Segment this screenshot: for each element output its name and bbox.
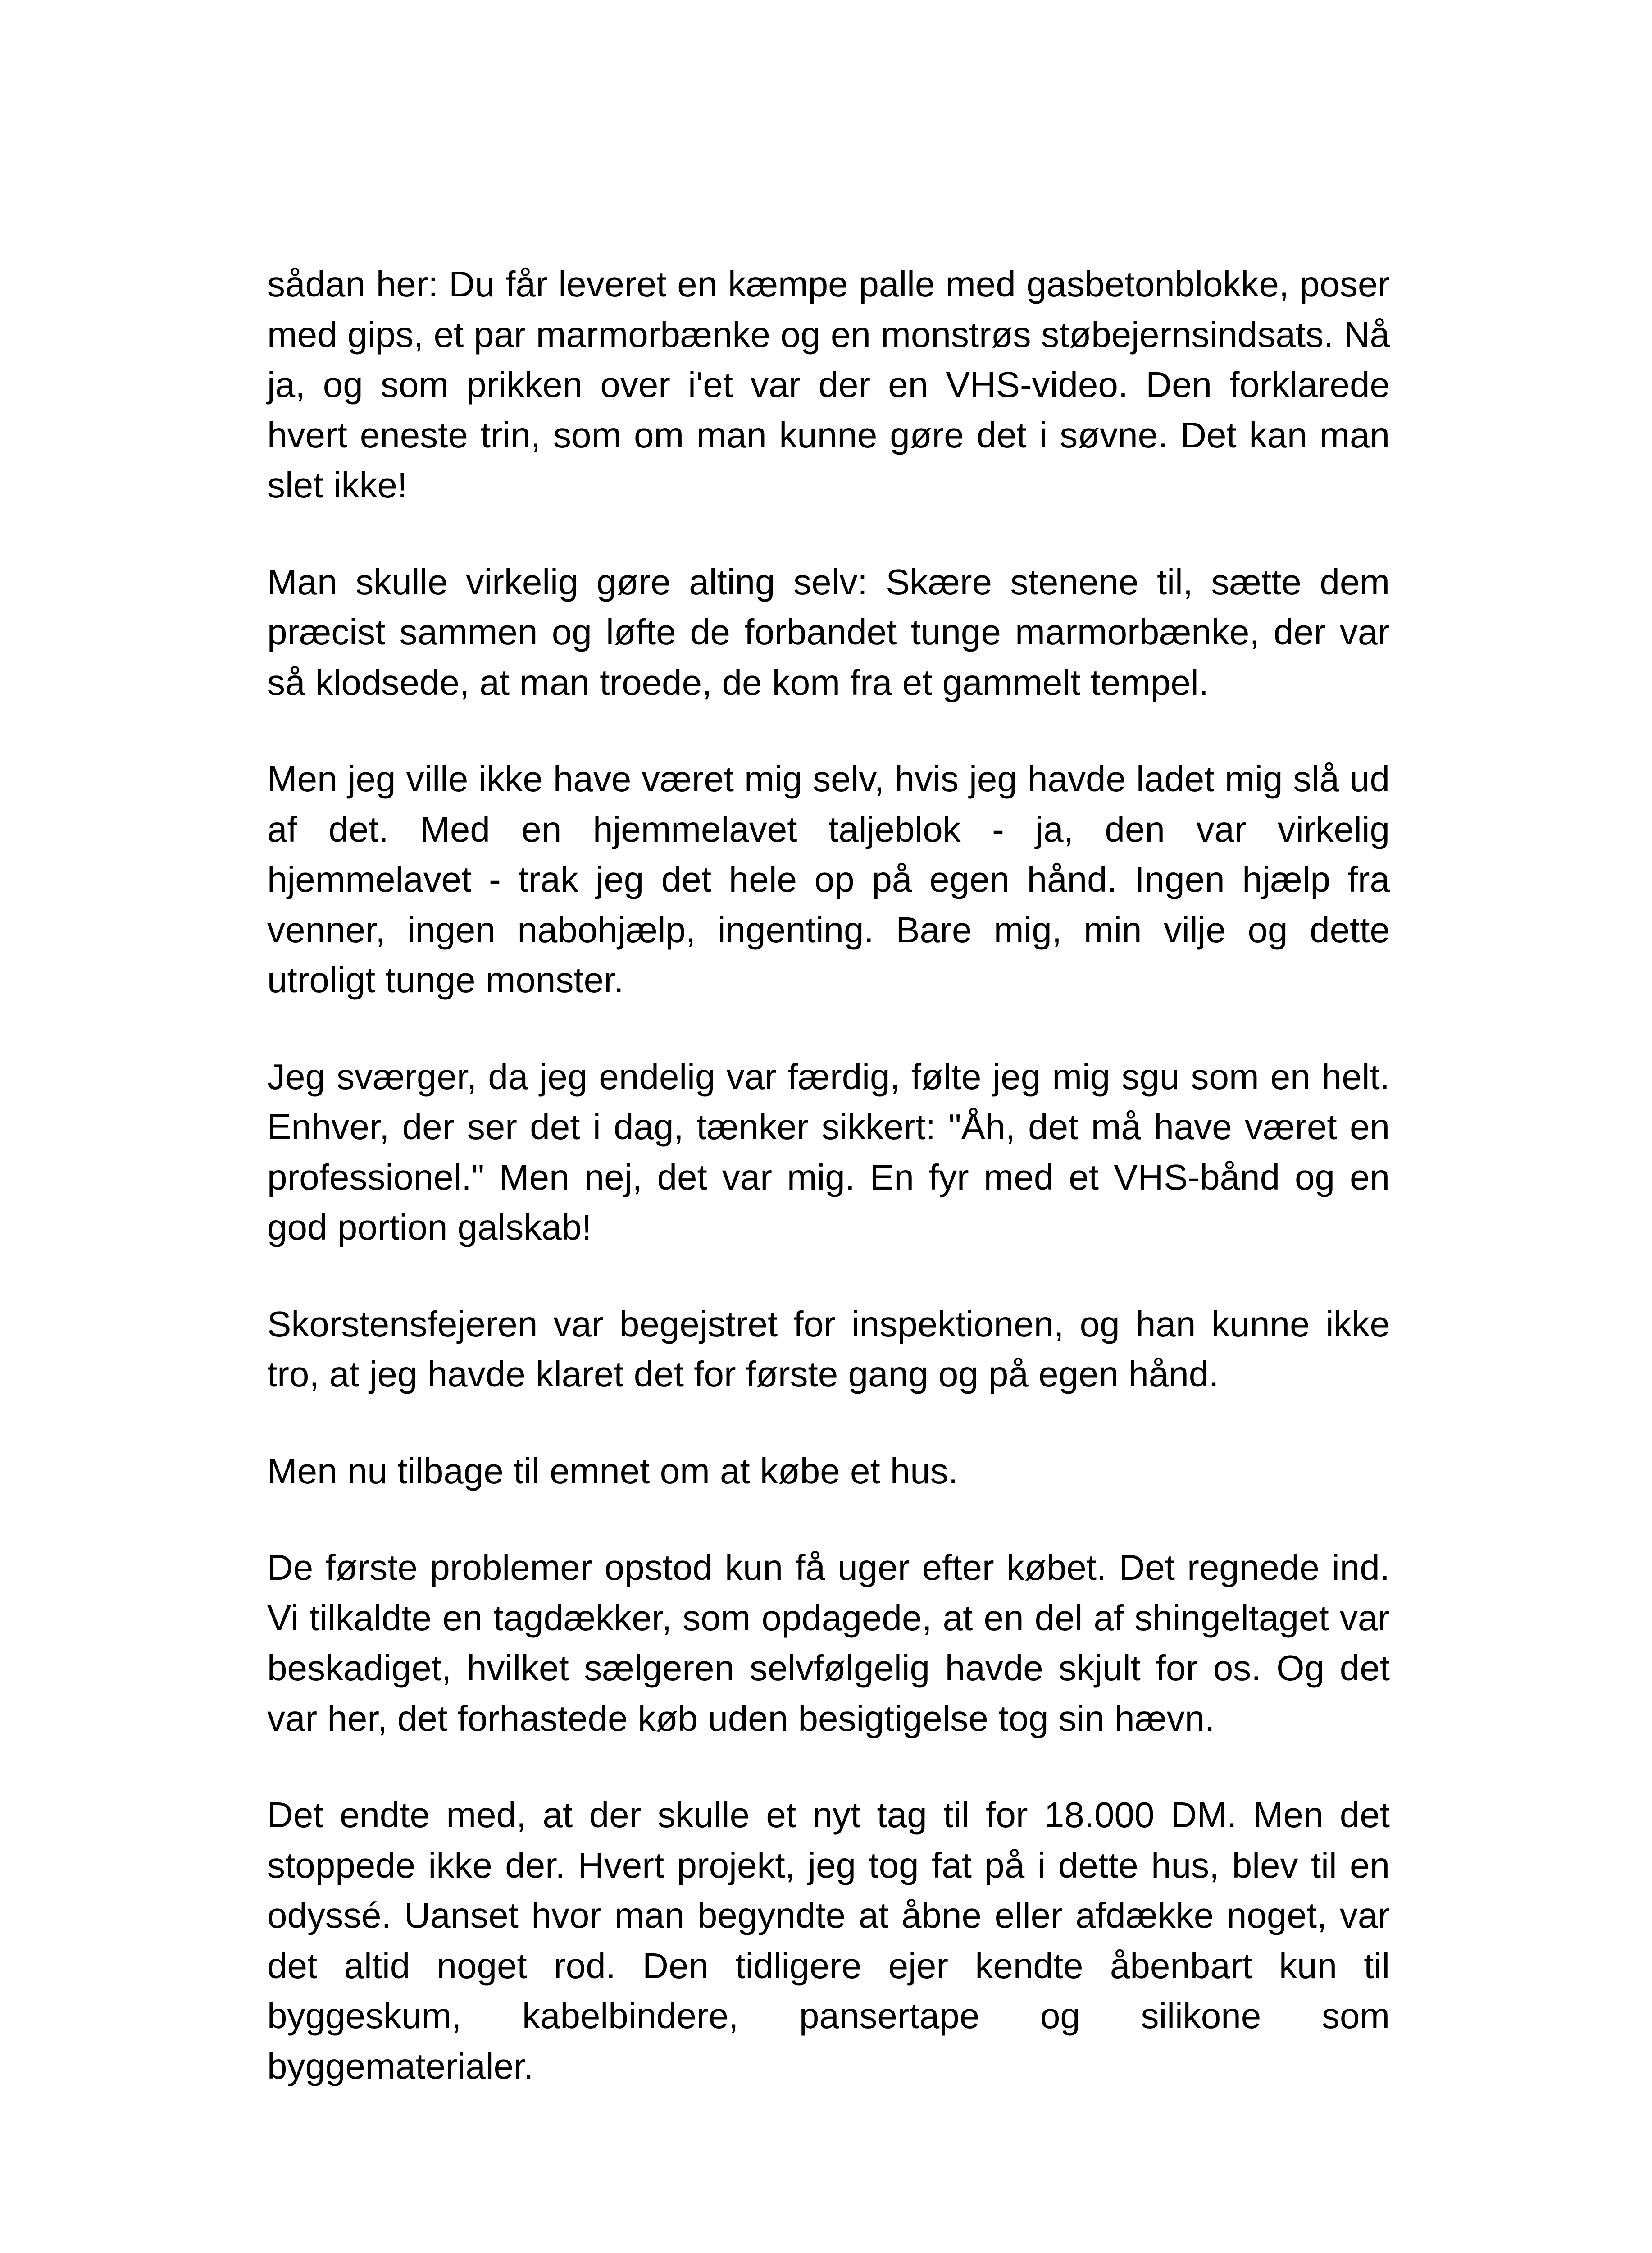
paragraph-7: De første problemer opstod kun få uger efter købet. Det regnede ind. Vi tilkaldte en tagdækker, som opdagede, at en del af shingeltaget var beskadiget, hvilket sælgeren selvfølgelig havde skjult for os. Og det var her, det forhastede køb uden besigtigelse tog sin hævn. [267, 1547, 1390, 1738]
paragraph-1: sådan her: Du får leveret en kæmpe palle med gasbetonblokke, poser med gips, et par marmorbænke og en monstrøs støbejernsindsats. Nå ja, og som prikken over i'et var der en VHS-video. Den forklarede hvert eneste trin, som om man kunne gøre det i søvne. Det kan man slet ikke! [267, 264, 1390, 505]
paragraph-2: Man skulle virkelig gøre alting selv: Skære stenene til, sætte dem præcist sammen og løfte de forbandet tunge marmorbænke, der var så klodsede, at man troede, de kom fra et gammelt tempel. [267, 561, 1390, 702]
paragraph-3: Men jeg ville ikke have været mig selv, hvis jeg havde ladet mig slå ud af det. Med en hjemmelavet taljeblok - ja, den var virkelig hjemmelavet - trak jeg det hele op på egen hånd. Ingen hjælp fra venner, ingen nabohjælp, ingenting. Bare mig, min vilje og dette utroligt tunge monster. [267, 759, 1390, 1000]
paragraph-6: Men nu tilbage til emnet om at købe et hus. [267, 1450, 959, 1491]
paragraph-4: Jeg sværger, da jeg endelig var færdig, følte jeg mig sgu som en helt. Enhver, der ser det i dag, tænker sikkert: "Åh, det må have været en professionel." Men nej, det var mig. En fyr med et VHS-bånd og en god portion galskab! [267, 1056, 1390, 1247]
paragraph-5: Skorstensfejeren var begejstret for inspektionen, og han kunne ikke tro, at jeg havde klaret det for første gang og på egen hånd. [267, 1304, 1390, 1394]
body-text [267, 259, 1390, 2091]
paragraph-8: Det endte med, at der skulle et nyt tag til for 18.000 DM. Men det stoppede ikke der. Hvert projekt, jeg tog fat på i dette hus, blev til en odyssé. Uanset hvor man begyndte at åbne eller afdække noget, var det altid noget rod. Den tidligere ejer kendte åbenbart kun til byggeskum, kabelbindere, pansertape og silikone som byggematerialer. [267, 1795, 1390, 2086]
